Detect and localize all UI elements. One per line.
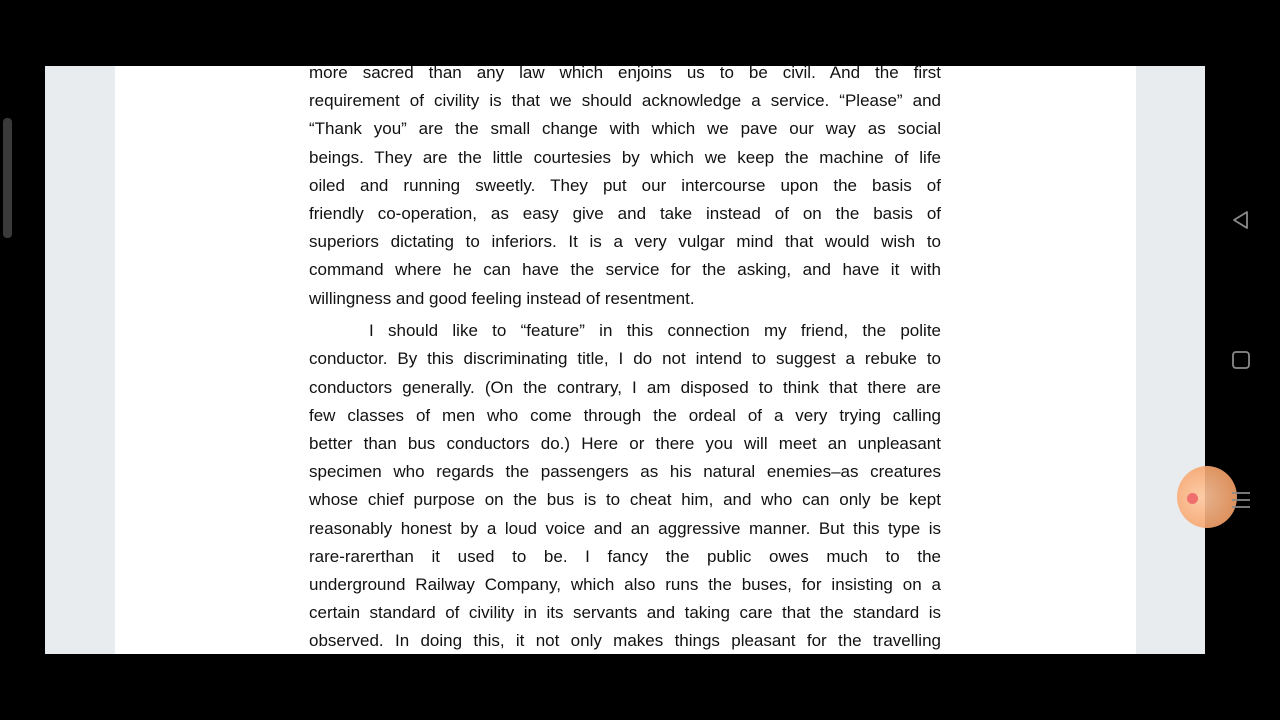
square-home-icon xyxy=(1230,349,1252,371)
document-text xyxy=(309,66,941,654)
text-line: better than bus conductors do.) Here or there you will meet an unpleasant xyxy=(309,433,941,453)
text-line: requirement of civility is that we should acknowledge a service. “Please” and xyxy=(309,91,941,111)
record-dot-icon xyxy=(1187,493,1198,504)
text-line: oiled and running sweetly. They put our intercourse upon the basis of xyxy=(309,175,941,195)
text-line: beings. They are the little courtesies by which we keep the machine of life xyxy=(309,147,941,167)
text-line: willingness and good feeling instead of resentment. xyxy=(309,288,695,308)
document-viewer[interactable] xyxy=(45,66,1205,654)
back-button[interactable] xyxy=(1222,201,1260,239)
recents-button[interactable] xyxy=(1222,481,1260,519)
text-line: command where he can have the service for the asking, and have it with xyxy=(309,260,941,280)
text-line: whose chief purpose on the bus is to cheat him, and who can only be kept xyxy=(309,490,941,510)
text-line: conductors generally. (On the contrary, I am disposed to think that there are xyxy=(309,377,941,397)
text-line: I should like to “feature” in this connection my friend, the polite xyxy=(369,321,941,341)
text-line: superiors dictating to inferiors. It is a very vulgar mind that would wish to xyxy=(309,232,941,252)
menu-lines-icon xyxy=(1230,489,1252,511)
text-line: rare-rarerthan it used to be. I fancy the public owes much to the xyxy=(309,546,941,566)
text-line: underground Railway Company, which also runs the buses, for insisting on a xyxy=(309,574,941,594)
text-line: “Thank you” are the small change with which we pave our way as social xyxy=(309,119,941,139)
text-line: certain standard of civility in its servants and taking care that the standard is xyxy=(309,603,941,623)
text-line: specimen who regards the passengers as his natural enemies–as creatures xyxy=(309,462,941,482)
document-page xyxy=(115,66,1136,654)
text-line: friendly co-operation, as easy give and take instead of on the basis of xyxy=(309,203,941,223)
text-line: few classes of men who come through the ordeal of a very trying calling xyxy=(309,405,941,425)
text-line: conductor. By this discriminating title, I do not intend to suggest a rebuke to xyxy=(309,349,941,369)
text-line: more sacred than any law which enjoins us to be civil. And the first xyxy=(309,66,941,82)
text-line: observed. In doing this, it not only makes things pleasant for the travelling xyxy=(309,631,941,651)
triangle-back-icon xyxy=(1230,209,1252,231)
home-button[interactable] xyxy=(1222,341,1260,379)
edge-panel-handle[interactable] xyxy=(3,118,12,238)
text-line: reasonably honest by a loud voice and an aggressive manner. But this type is xyxy=(309,518,941,538)
